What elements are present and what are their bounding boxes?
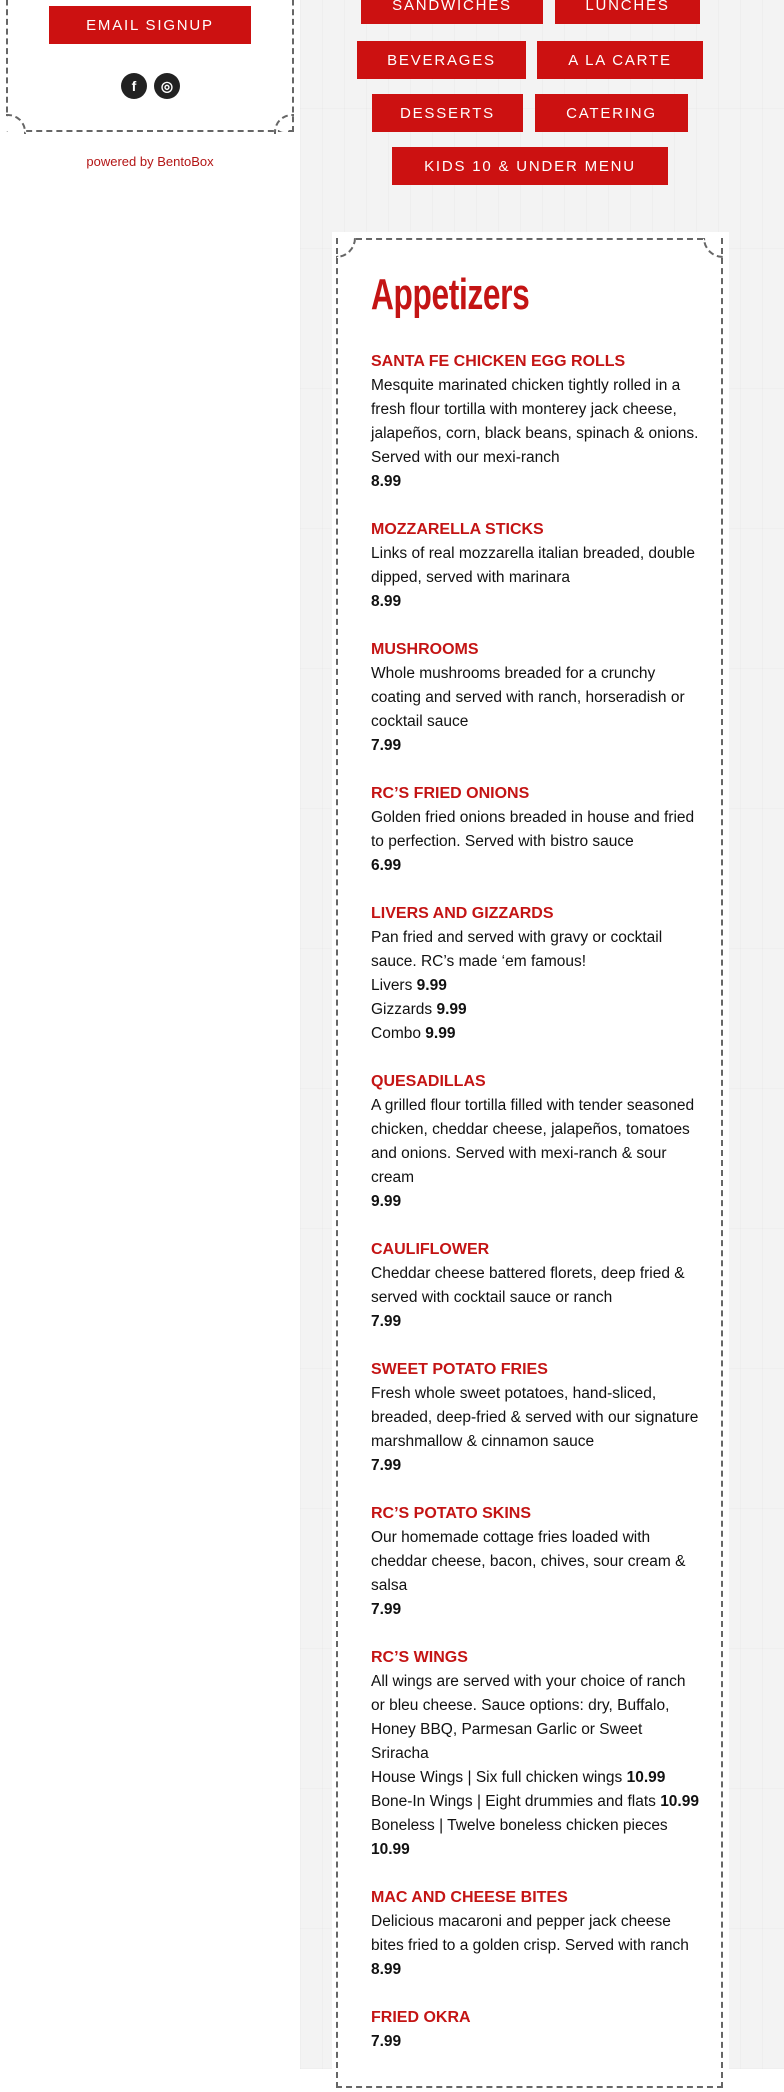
item-name: FRIED OKRA [371, 2009, 471, 2026]
menu-item [371, 1502, 701, 1622]
item-price: 6.99 [371, 857, 402, 874]
nav-a-la-carte-button[interactable]: A LA CARTE [537, 41, 703, 79]
item-price: 8.99 [371, 473, 402, 490]
item-price: 9.99 [371, 1193, 402, 1210]
item-name: RC’S POTATO SKINS [371, 1505, 532, 1522]
menu-item [371, 1358, 701, 1478]
item-name: RC’S FRIED ONIONS [371, 785, 530, 802]
item-description: Golden fried onions breaded in house and fried to perfection. Served with bistro sauce [371, 809, 695, 850]
menu-item [371, 782, 701, 878]
nav-catering-button[interactable]: CATERING [535, 94, 688, 132]
item-name: SWEET POTATO FRIES [371, 1361, 548, 1378]
menu-item [371, 1886, 701, 1982]
item-description: Whole mushrooms breaded for a crunchy coating and served with ranch, horseradish or cocktail sauce [371, 665, 685, 730]
item-price: 8.99 [371, 1961, 402, 1978]
menu-item [371, 638, 701, 758]
item-price: 7.99 [371, 1601, 402, 1618]
item-price: 8.99 [371, 593, 402, 610]
email-signup-button[interactable]: EMAIL SIGNUP [49, 6, 251, 44]
item-name: QUESADILLAS [371, 1073, 486, 1090]
item-price: 7.99 [371, 1457, 402, 1474]
menu-item [371, 1238, 701, 1334]
powered-by: powered by BentoBox [86, 154, 214, 169]
nav-kids-menu-button[interactable]: KIDS 10 & UNDER MENU [392, 147, 668, 185]
section-title: Appetizers [371, 270, 530, 319]
item-option: Bone-In Wings | Eight drummies and flats 10.99 [371, 1793, 699, 1810]
menu-item [371, 350, 701, 494]
nav-beverages-button[interactable]: BEVERAGES [357, 41, 526, 79]
item-description: A grilled flour tortilla filled with tender seasoned chicken, cheddar cheese, jalapeños, tomatoes and onions. Served with mexi-ranch & sour cream [371, 1097, 695, 1186]
item-description: Our homemade cottage fries loaded with cheddar cheese, bacon, chives, sour cream & salsa [371, 1529, 686, 1594]
item-price: 7.99 [371, 2033, 402, 2050]
menu-card-top-border [356, 238, 703, 240]
item-name: MUSHROOMS [371, 641, 479, 658]
nav-desserts-button[interactable]: DESSERTS [372, 94, 523, 132]
item-description: Delicious macaroni and pepper jack cheese bites fried to a golden crisp. Served with ranch [371, 1913, 689, 1954]
menu-item [371, 2006, 701, 2054]
item-name: RC’S WINGS [371, 1649, 468, 1666]
item-name: CAULIFLOWER [371, 1241, 490, 1258]
item-price: 7.99 [371, 1313, 402, 1330]
facebook-icon[interactable]: f [121, 73, 147, 99]
item-option: Combo 9.99 [371, 1025, 456, 1042]
item-option: Boneless | Twelve boneless chicken pieces 10.99 [371, 1817, 668, 1858]
item-description: Cheddar cheese battered florets, deep fried & served with cocktail sauce or ranch [371, 1265, 685, 1306]
item-description: All wings are served with your choice of ranch or bleu cheese. Sauce options: dry, Buffalo, Honey BBQ, Parmesan Garlic or Sweet Sriracha [371, 1673, 686, 1762]
nav-lunches-button[interactable]: LUNCHES [555, 0, 700, 24]
menu-item [371, 1070, 701, 1214]
menu-item [371, 902, 701, 1046]
item-option: Gizzards 9.99 [371, 1001, 467, 1018]
item-description: Pan fried and served with gravy or cocktail sauce. RC’s made ‘em famous! [371, 929, 663, 970]
menu-items [371, 350, 701, 2078]
item-name: MOZZARELLA STICKS [371, 521, 544, 538]
bentobox-link[interactable]: BentoBox [157, 154, 214, 169]
item-name: MAC AND CHEESE BITES [371, 1889, 568, 1906]
item-price: 7.99 [371, 737, 402, 754]
item-description: Links of real mozzarella italian breaded, double dipped, served with marinara [371, 545, 695, 586]
item-description: Mesquite marinated chicken tightly rolled in a fresh flour tortilla with monterey jack cheese, jalapeños, corn, black beans, spinach & onions. Served with our mexi-ranch [371, 377, 699, 466]
menu-item [371, 518, 701, 614]
menu-item [371, 1646, 701, 1862]
item-name: LIVERS AND GIZZARDS [371, 905, 554, 922]
item-name: SANTA FE CHICKEN EGG ROLLS [371, 353, 626, 370]
item-option: House Wings | Six full chicken wings 10.99 [371, 1769, 666, 1786]
item-option: Livers 9.99 [371, 977, 447, 994]
nav-sandwiches-button[interactable]: SANDWICHES [361, 0, 543, 24]
item-description: Fresh whole sweet potatoes, hand-sliced, breaded, deep-fried & served with our signature marshmallow & cinnamon sauce [371, 1385, 699, 1450]
instagram-icon[interactable]: ◎ [154, 73, 180, 99]
